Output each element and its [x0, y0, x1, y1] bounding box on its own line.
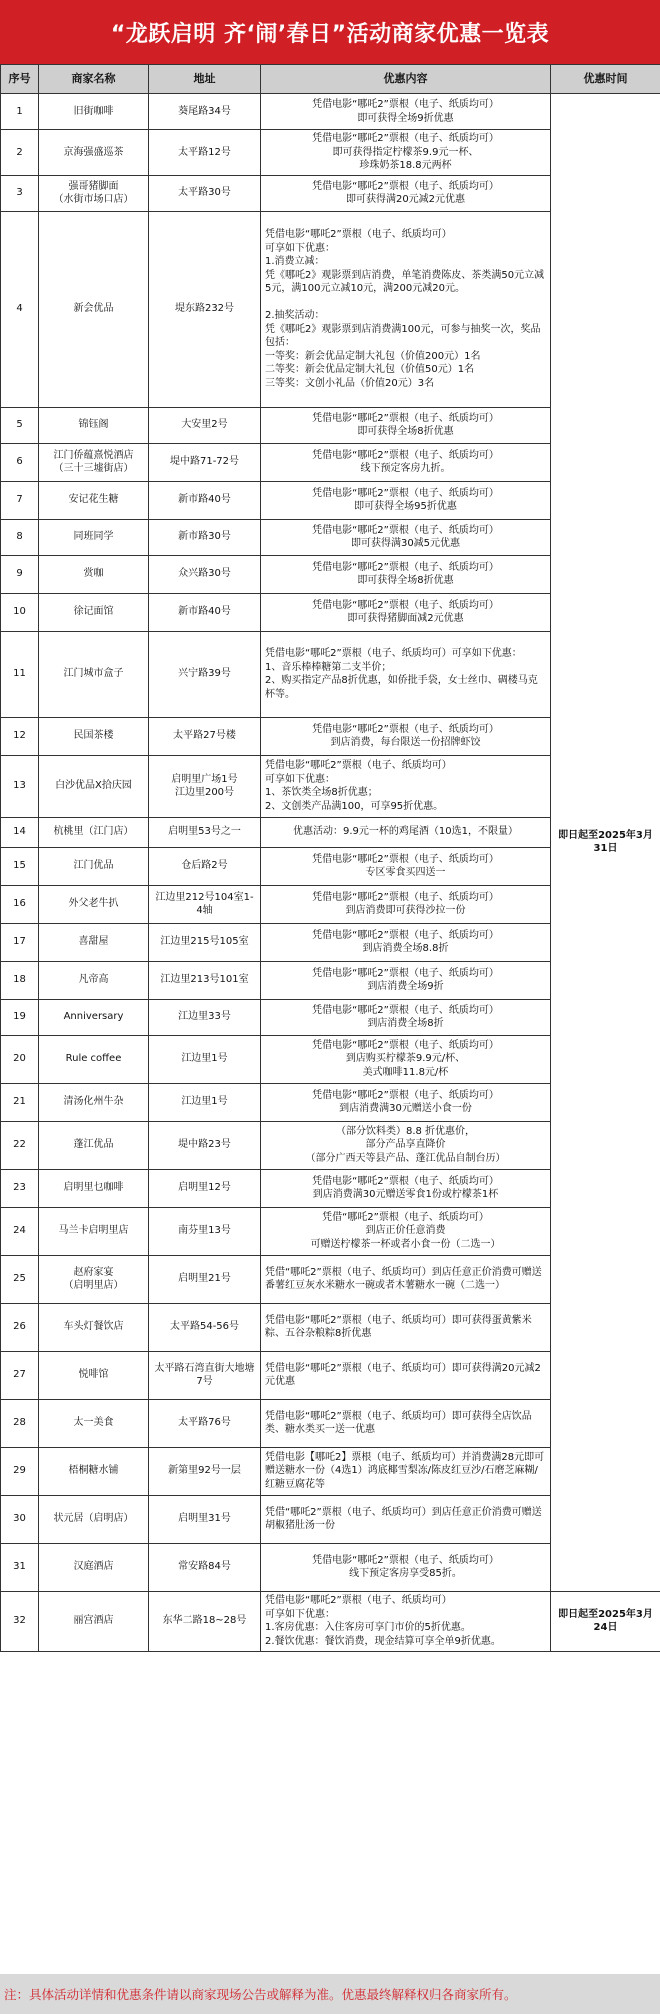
cell-no: 9 [1, 555, 39, 593]
cell-address: 东华二路18~28号 [149, 1591, 261, 1651]
cell-offer: 凭借电影“哪吒2”票根（电子、纸质均可） 到店消费，每台限送一份招牌虾饺 [261, 717, 551, 755]
cell-offer: 凭借电影“哪吒2”票根（电子、纸质均可） 可享如下优惠： 1、茶饮类全场8折优惠； 2、文创类产品满100，可享95折优惠。 [261, 755, 551, 817]
cell-address: 新市路30号 [149, 519, 261, 555]
cell-address: 江边里1号 [149, 1035, 261, 1083]
cell-no: 10 [1, 593, 39, 631]
cell-address: 太平路27号楼 [149, 717, 261, 755]
cell-no: 13 [1, 755, 39, 817]
cell-address: 仓后路2号 [149, 847, 261, 885]
cell-no: 4 [1, 211, 39, 407]
cell-no: 27 [1, 1351, 39, 1399]
cell-address: 常安路84号 [149, 1543, 261, 1591]
cell-address: 启明里31号 [149, 1495, 261, 1543]
cell-offer: 凭借电影“哪吒2”票根（电子、纸质均可） 到店消费全场9折 [261, 961, 551, 999]
cell-offer: 凭借电影“哪吒2”票根（电子、纸质均可） 到店消费即可获得沙拉一份 [261, 885, 551, 923]
cell-address: 江边里212号104室1-4轴 [149, 885, 261, 923]
cell-address: 新第里92号一层 [149, 1447, 261, 1495]
cell-name: 锦钰阁 [39, 407, 149, 443]
cell-no: 2 [1, 130, 39, 176]
cell-offer: 凭借“哪吒2”票根（电子、纸质均可）到店任意正价消费可赠送胡椒猪肚汤一份 [261, 1495, 551, 1543]
cell-offer: 凭借电影【哪吒2】票根（电子、纸质均可）并消费满28元即可赠送糖水一份（4选1）鸿底椰雪梨冻/陈皮红豆沙/石磨芝麻糊/红糖豆腐花等 [261, 1447, 551, 1495]
cell-address: 堤东路232号 [149, 211, 261, 407]
cell-name: 悦啡馆 [39, 1351, 149, 1399]
cell-name: 丽宫酒店 [39, 1591, 149, 1651]
cell-address: 启明里广场1号 江边里200号 [149, 755, 261, 817]
cell-no: 20 [1, 1035, 39, 1083]
cell-offer: 凭借电影“哪吒2”票根（电子、纸质均可）可享如下优惠： 1、音乐棒棒糖第二支半价； 2、购买指定产品8折优惠，如侨批手袋，女士丝巾、碉楼马克杯等。 [261, 631, 551, 717]
cell-address: 江边里215号105室 [149, 923, 261, 961]
cell-offer: 凭借电影“哪吒2”票根（电子、纸质均可） 即可获得满20元减2元优惠 [261, 175, 551, 211]
cell-address: 大安里2号 [149, 407, 261, 443]
cell-offer: 凭借电影“哪吒2”票根（电子、纸质均可） 线下预定客房享受85折。 [261, 1543, 551, 1591]
cell-address: 堤中路23号 [149, 1121, 261, 1169]
cell-no: 25 [1, 1255, 39, 1303]
cell-name: 同班同学 [39, 519, 149, 555]
cell-address: 江边里33号 [149, 999, 261, 1035]
cell-address: 江边里1号 [149, 1083, 261, 1121]
cell-offer: 凭借电影“哪吒2”票根（电子、纸质均可） 即可获得全场8折优惠 [261, 555, 551, 593]
cell-name: Rule coffee [39, 1035, 149, 1083]
cell-address: 启明里53号之一 [149, 817, 261, 847]
cell-offer: 凭借电影“哪吒2”票根（电子、纸质均可） 到店消费满30元赠送小食一份 [261, 1083, 551, 1121]
cell-name: 车头灯餐饮店 [39, 1303, 149, 1351]
cell-no: 18 [1, 961, 39, 999]
cell-offer: 凭借电影“哪吒2”票根（电子、纸质均可）即可获得蛋黄紫米粽、五谷杂粮粽8折优惠 [261, 1303, 551, 1351]
cell-name: 赵府家宴 （启明里店） [39, 1255, 149, 1303]
cell-no: 22 [1, 1121, 39, 1169]
cell-offer: 凭借电影“哪吒2”票根（电子、纸质均可）即可获得全店饮品类、糖水类买一送一优惠 [261, 1399, 551, 1447]
cell-no: 19 [1, 999, 39, 1035]
table-row [1, 1591, 660, 1651]
table-row [1, 94, 660, 130]
cell-offer: 凭借电影“哪吒2”票根（电子、纸质均可） 即可获得全场95折优惠 [261, 481, 551, 519]
cell-no: 24 [1, 1207, 39, 1255]
cell-offer: 凭借电影“哪吒2”票根（电子、纸质均可） 到店购买柠檬茶9.9元/杯、 美式咖啡11.8元/杯 [261, 1035, 551, 1083]
cell-address: 太平路54-56号 [149, 1303, 261, 1351]
header-address: 地址 [149, 65, 261, 94]
header-name: 商家名称 [39, 65, 149, 94]
cell-name: 梧桐糖水铺 [39, 1447, 149, 1495]
cell-offer: 凭借电影“哪吒2”票根（电子、纸质均可） 即可获得满30减5元优惠 [261, 519, 551, 555]
cell-no: 3 [1, 175, 39, 211]
cell-address: 太平路76号 [149, 1399, 261, 1447]
cell-no: 16 [1, 885, 39, 923]
cell-address: 启明里21号 [149, 1255, 261, 1303]
cell-name: 徐记面馆 [39, 593, 149, 631]
cell-offer: 凭借电影“哪吒2”票根（电子、纸质均可）即可获得满20元减2元优惠 [261, 1351, 551, 1399]
cell-offer: 凭借“哪吒2”票根（电子、纸质均可）到店任意正价消费可赠送番薯红豆灰水米糖水一碗或者木薯糖水一碗（二选一） [261, 1255, 551, 1303]
cell-name: 江门优品 [39, 847, 149, 885]
cell-offer: 凭借电影“哪吒2”票根（电子、纸质均可） 即可获得全场9折优惠 [261, 94, 551, 130]
cell-no: 28 [1, 1399, 39, 1447]
cell-no: 7 [1, 481, 39, 519]
cell-offer: （部分饮料类）8.8 折优惠价， 部分产品享直降价 （部分广西天等县产品、蓬江优品自制台历） [261, 1121, 551, 1169]
cell-name: 凡帝高 [39, 961, 149, 999]
table-header-row [1, 65, 660, 94]
cell-name: 杭桃里（江门店） [39, 817, 149, 847]
cell-no: 8 [1, 519, 39, 555]
cell-address: 堤中路71-72号 [149, 443, 261, 481]
header-time: 优惠时间 [551, 65, 660, 94]
cell-name: 外父老牛扒 [39, 885, 149, 923]
page-title: “龙跃启明 齐‘闹’春日”活动商家优惠一览表 [0, 0, 660, 64]
cell-address: 太平路12号 [149, 130, 261, 176]
cell-no: 29 [1, 1447, 39, 1495]
cell-offer: 凭借电影“哪吒2”票根（电子、纸质均可） 线下预定客房九折。 [261, 443, 551, 481]
cell-offer: 凭借电影“哪吒2”票根（电子、纸质均可） 到店消费满30元赠送零食1份或柠檬茶1杯 [261, 1169, 551, 1207]
cell-no: 21 [1, 1083, 39, 1121]
cell-no: 15 [1, 847, 39, 885]
cell-offer: 凭借电影“哪吒2”票根（电子、纸质均可） 到店消费全场8.8折 [261, 923, 551, 961]
cell-name: 江门侨蕴熹悦酒店 （三十三墟街店） [39, 443, 149, 481]
cell-name: 马兰卡启明里店 [39, 1207, 149, 1255]
cell-offer: 凭借“哪吒2”票根（电子、纸质均可） 到店正价任意消费 可赠送柠檬茶一杯或者小食一份（二选一） [261, 1207, 551, 1255]
cell-no: 23 [1, 1169, 39, 1207]
cell-address: 新市路40号 [149, 481, 261, 519]
cell-no: 5 [1, 407, 39, 443]
cell-offer: 凭借电影“哪吒2”票根（电子、纸质均可） 即可获得猪脚面减2元优惠 [261, 593, 551, 631]
cell-name: 新会优品 [39, 211, 149, 407]
cell-address: 江边里213号101室 [149, 961, 261, 999]
cell-offer: 凭借电影“哪吒2”票根（电子、纸质均可） 专区零食买四送一 [261, 847, 551, 885]
cell-address: 众兴路30号 [149, 555, 261, 593]
cell-no: 11 [1, 631, 39, 717]
cell-offer: 凭借电影“哪吒2”票根（电子、纸质均可） 即可获得指定柠檬茶9.9元一杯、 珍珠奶茶18.8元两杯 [261, 130, 551, 176]
cell-name: 清汤化州牛杂 [39, 1083, 149, 1121]
cell-offer: 凭借电影“哪吒2”票根（电子、纸质均可） 即可获得全场8折优惠 [261, 407, 551, 443]
cell-offer: 凭借电影“哪吒2”票根（电子、纸质均可） 到店消费全场8折 [261, 999, 551, 1035]
cell-name: 白沙优品X拾庆园 [39, 755, 149, 817]
header-no: 序号 [1, 65, 39, 94]
cell-time-last: 即日起至2025年3月24日 [551, 1591, 660, 1651]
cell-address: 启明里12号 [149, 1169, 261, 1207]
cell-time-merged: 即日起至2025年3月31日 [551, 94, 660, 1592]
cell-no: 30 [1, 1495, 39, 1543]
cell-name: 旧街咖啡 [39, 94, 149, 130]
cell-name: 京海强盛巡茶 [39, 130, 149, 176]
cell-no: 6 [1, 443, 39, 481]
cell-address: 太平路30号 [149, 175, 261, 211]
cell-no: 1 [1, 94, 39, 130]
cell-offer: 凭借电影“哪吒2”票根（电子、纸质均可） 可享如下优惠： 1.消费立减： 凭《哪吒2》观影票到店消费，单笔消费陈皮、茶类满50元立减5元，满100元立减10元，满200元减20元。 2.抽奖活动： 凭《哪吒2》观影票到店消费满100元，可参与抽奖一次，奖品包括： 一等奖：新会优品定制大礼包（价值200元）1名 二等奖：新会优品定制大礼包（价值50元）1名 三等奖：文创小礼品（价值20元）3名 [261, 211, 551, 407]
cell-name: 江门城市盒子 [39, 631, 149, 717]
header-offer: 优惠内容 [261, 65, 551, 94]
cell-name: 状元居（启明店） [39, 1495, 149, 1543]
cell-address: 新市路40号 [149, 593, 261, 631]
cell-name: 喜甜屋 [39, 923, 149, 961]
cell-no: 31 [1, 1543, 39, 1591]
footnote: 注：具体活动详情和优惠条件请以商家现场公告或解释为准。优惠最终解释权归各商家所有。 [0, 1974, 660, 2014]
cell-address: 兴宁路39号 [149, 631, 261, 717]
cell-name: 民国茶楼 [39, 717, 149, 755]
cell-name: 赏咖 [39, 555, 149, 593]
cell-name: Anniversary [39, 999, 149, 1035]
cell-name: 太一美食 [39, 1399, 149, 1447]
cell-address: 南芬里13号 [149, 1207, 261, 1255]
cell-offer: 优惠活动：9.9元一杯的鸡尾酒（10选1，不限量） [261, 817, 551, 847]
cell-no: 14 [1, 817, 39, 847]
cell-no: 17 [1, 923, 39, 961]
cell-no: 12 [1, 717, 39, 755]
merchant-table [0, 64, 660, 1652]
cell-offer: 凭借电影“哪吒2”票根（电子、纸质均可） 可享如下优惠： 1.客房优惠：入住客房可享门市价的5折优惠。 2.餐饮优惠：餐饮消费，现金结算可享全单9折优惠。 [261, 1591, 551, 1651]
cell-name: 强哥猪脚面 （水街市场口店） [39, 175, 149, 211]
cell-no: 26 [1, 1303, 39, 1351]
cell-name: 启明里乜咖啡 [39, 1169, 149, 1207]
cell-name: 汉庭酒店 [39, 1543, 149, 1591]
cell-no: 32 [1, 1591, 39, 1651]
cell-address: 太平路石湾直街大地塘7号 [149, 1351, 261, 1399]
cell-name: 安记花生糖 [39, 481, 149, 519]
cell-address: 葵尾路34号 [149, 94, 261, 130]
cell-name: 蓬江优品 [39, 1121, 149, 1169]
